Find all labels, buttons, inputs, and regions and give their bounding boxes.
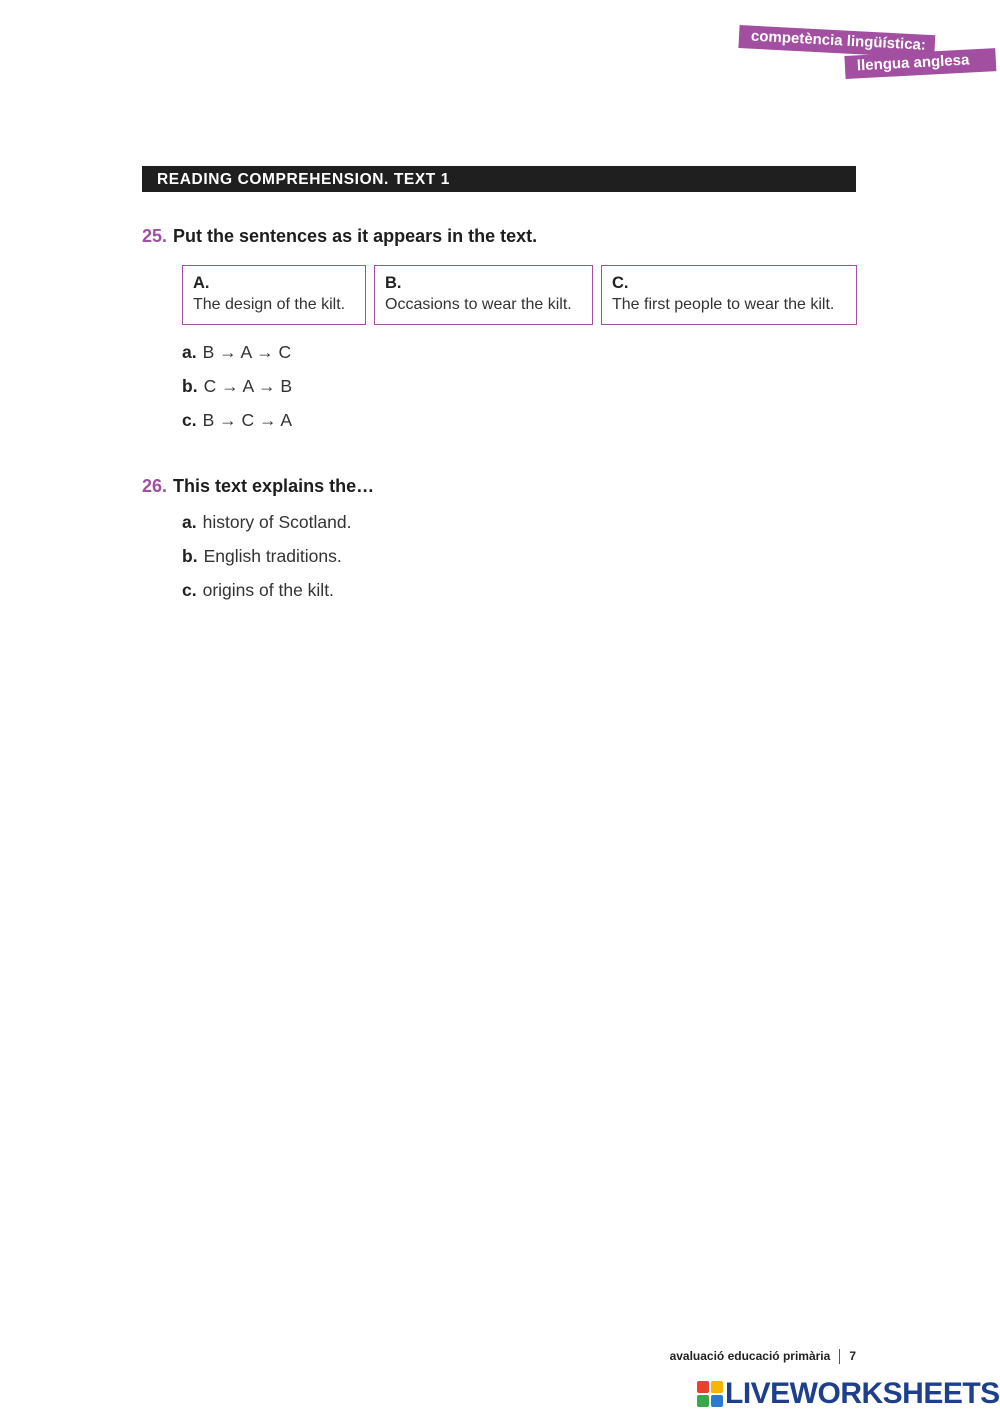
box-letter: A.	[193, 274, 210, 292]
option-text: C → A → B	[203, 376, 293, 396]
box-letter: C.	[612, 274, 629, 292]
option-text: English traditions.	[203, 546, 342, 566]
option-label: b.	[182, 546, 198, 566]
q26-option-b[interactable]	[182, 546, 342, 567]
logo-square-red	[697, 1381, 709, 1393]
box-letter: B.	[385, 274, 402, 292]
question-prompt: This text explains the…	[173, 476, 375, 496]
footer-text: avaluació educació primària	[669, 1349, 831, 1363]
question-25	[142, 226, 537, 247]
liveworksheets-logo[interactable]	[697, 1377, 1000, 1411]
option-label: c.	[182, 580, 197, 600]
q26-option-a[interactable]	[182, 512, 351, 533]
sentence-box-b	[374, 265, 593, 325]
logo-text: LIVEWORKSHEETS	[725, 1377, 1000, 1410]
logo-square-yellow	[711, 1381, 723, 1393]
footer-divider	[839, 1349, 840, 1364]
subject-tag-language: llengua anglesa	[844, 48, 996, 79]
option-text: B → C → A	[202, 410, 293, 430]
logo-square-green	[697, 1395, 709, 1407]
option-label: b.	[182, 376, 198, 396]
page-footer	[670, 1349, 856, 1364]
question-prompt: Put the sentences as it appears in the text.	[173, 226, 538, 246]
box-text: The first people to wear the kilt.	[612, 296, 835, 313]
option-label: c.	[182, 410, 197, 430]
option-text: B → A → C	[202, 342, 292, 362]
box-text: The design of the kilt.	[193, 296, 346, 313]
sentence-box-c	[601, 265, 857, 325]
logo-square-blue	[711, 1395, 723, 1407]
subject-tag-competence: competència lingüística:	[738, 25, 935, 58]
question-number: 26.	[142, 476, 168, 496]
page-number: 7	[849, 1349, 856, 1363]
question-number: 25.	[142, 226, 168, 246]
q26-option-c[interactable]	[182, 580, 334, 601]
sentence-box-a	[182, 265, 366, 325]
option-text: origins of the kilt.	[202, 580, 334, 600]
option-label: a.	[182, 512, 197, 532]
section-title-bar: READING COMPREHENSION. TEXT 1	[142, 166, 856, 192]
q25-option-b[interactable]	[182, 376, 292, 397]
q25-option-a[interactable]	[182, 342, 291, 363]
logo-grid-icon	[697, 1381, 723, 1407]
q25-option-c[interactable]	[182, 410, 292, 431]
question-26	[142, 476, 374, 497]
box-text: Occasions to wear the kilt.	[385, 296, 572, 313]
option-text: history of Scotland.	[202, 512, 352, 532]
option-label: a.	[182, 342, 197, 362]
